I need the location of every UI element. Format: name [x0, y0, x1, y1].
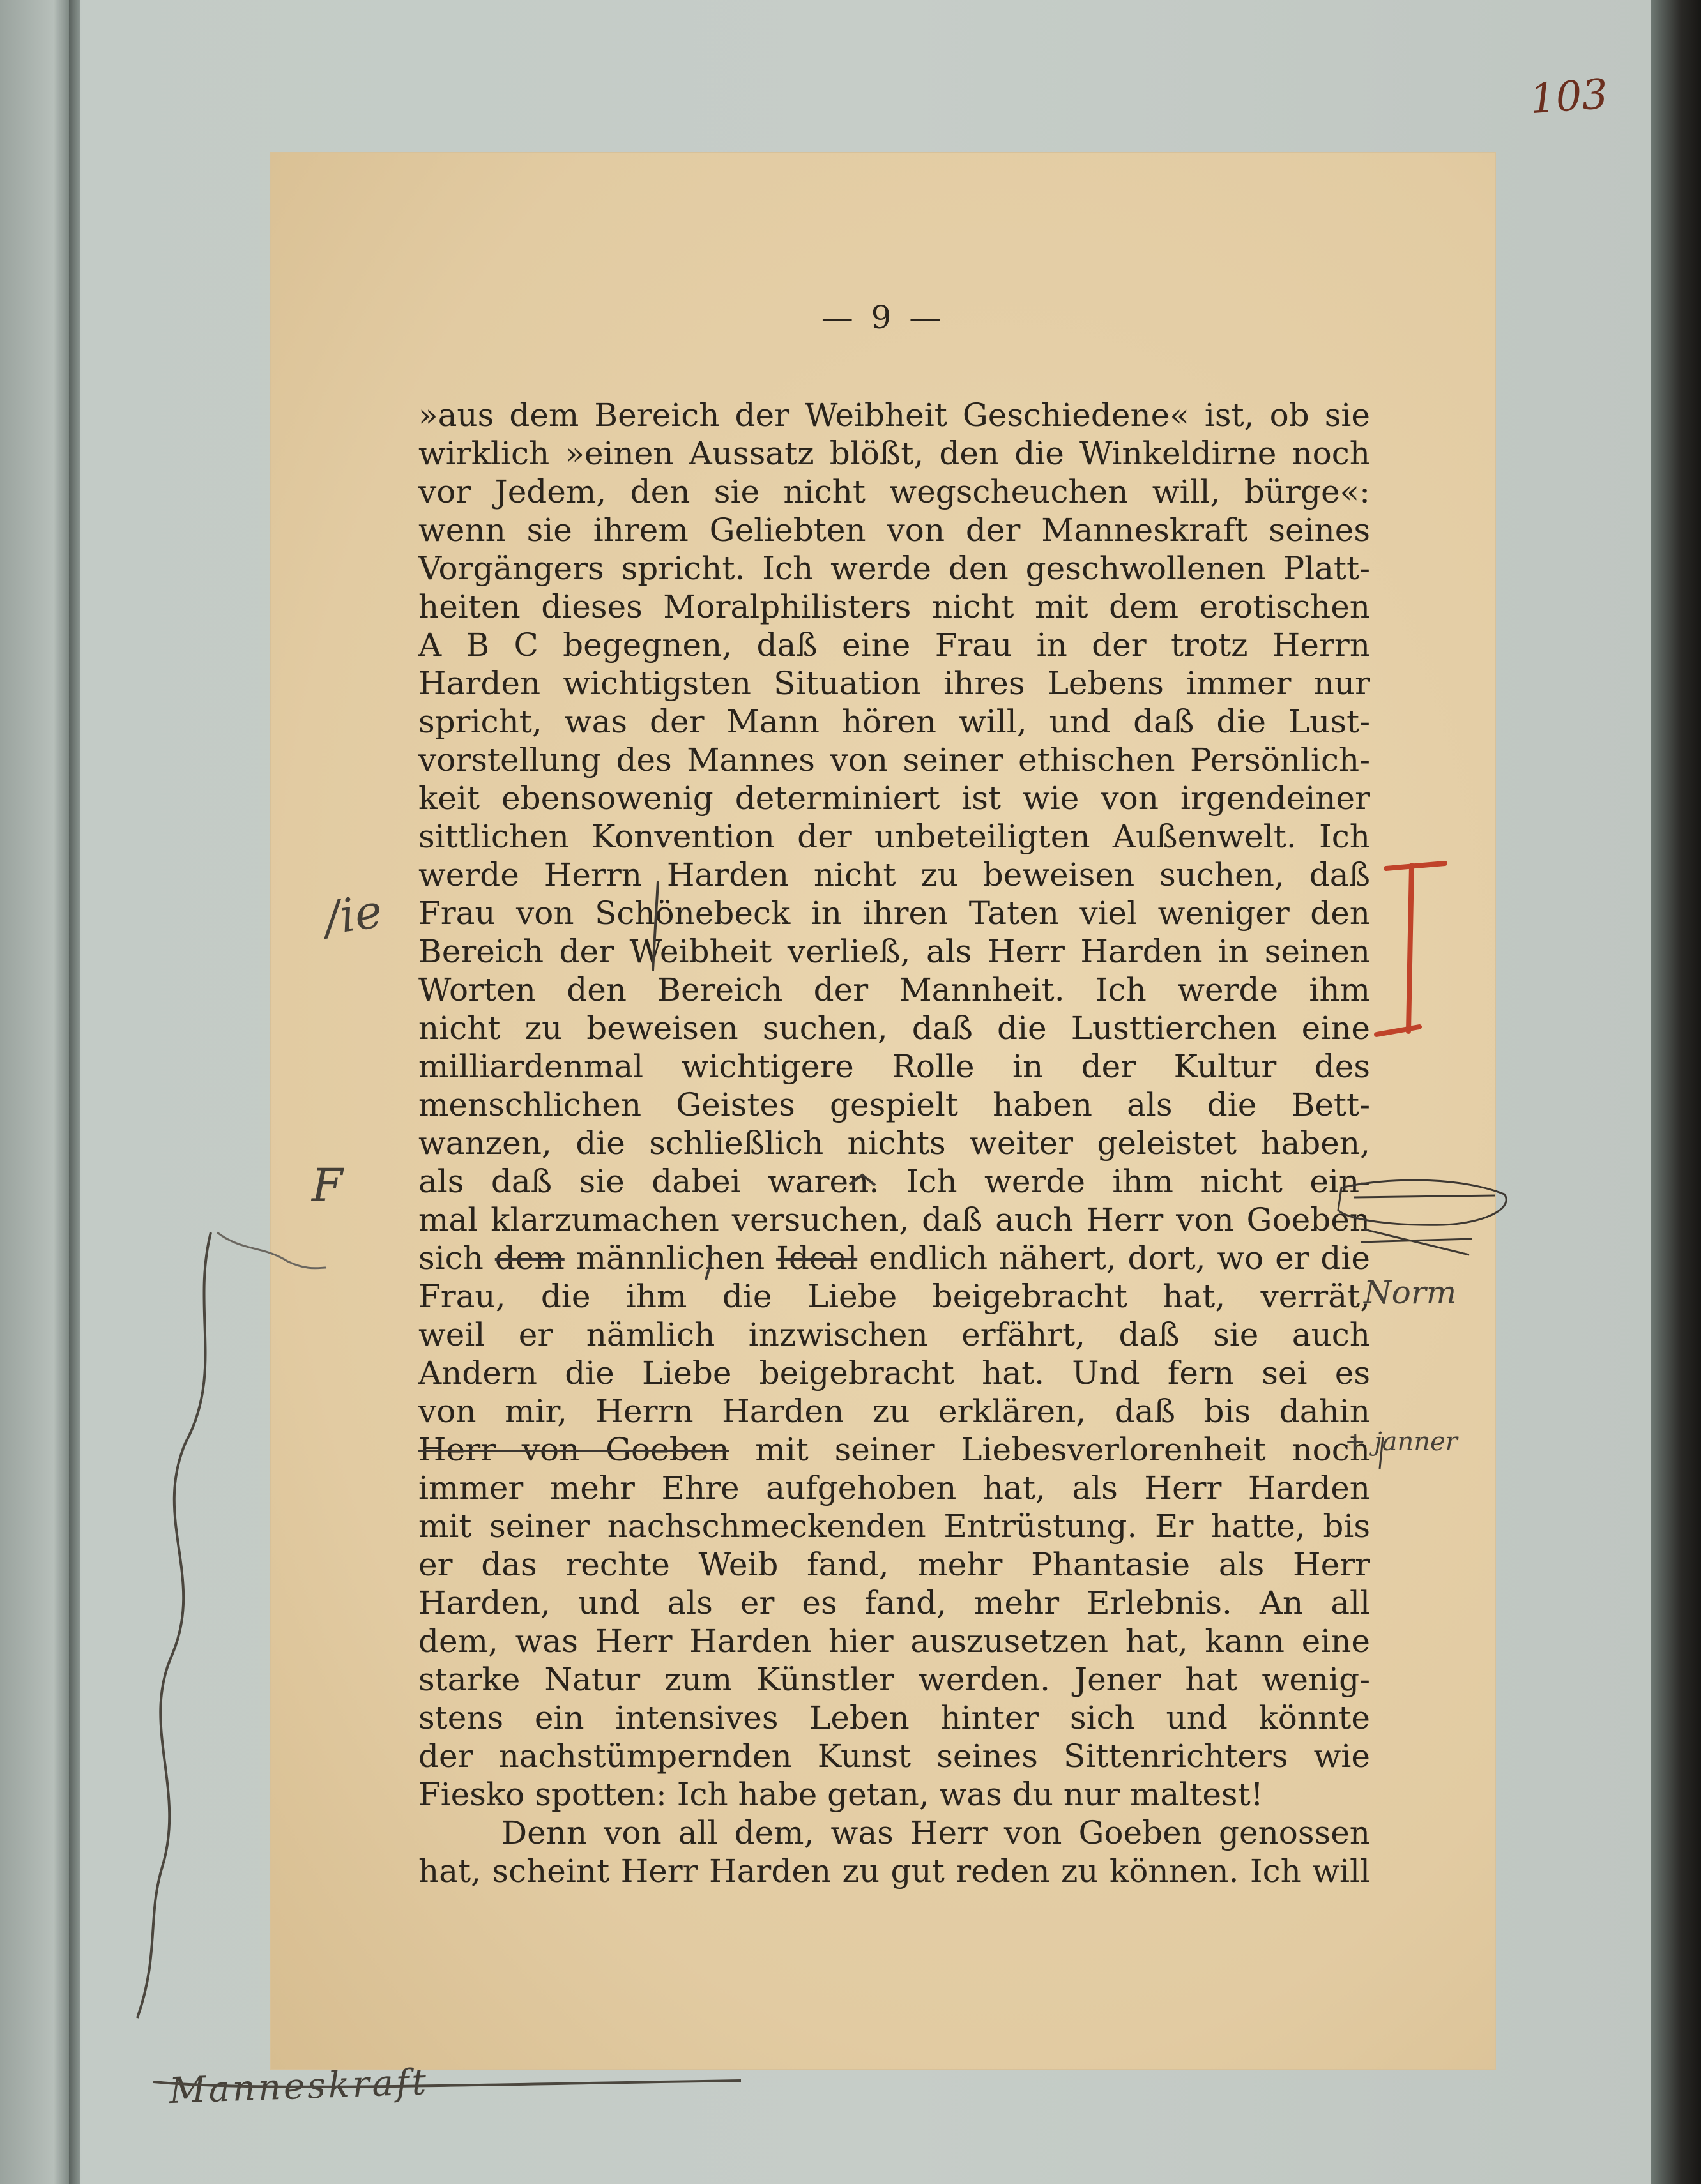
text-line: milliardenmal wichtigere Rolle in der Kultur des [418, 1048, 1370, 1085]
text-line: Harden wichtigsten Situation ihres Lebens immer nur [418, 665, 1370, 702]
text-fragment: endlich nähert, dort, wo er die [857, 1240, 1370, 1277]
text-line: spricht, was der Mann hören will, und daß die Lust- [418, 703, 1370, 740]
text-line: immer mehr Ehre aufgehoben hat, als Herr Harden [418, 1469, 1370, 1506]
text-line: wanzen, die schließlich nichts weiter geleistet haben, [418, 1125, 1370, 1162]
text-line: er das rechte Weib fand, mehr Phantasie als Herr [418, 1546, 1370, 1583]
text-line: mal klarzumachen versuchen, daß auch Herr von Goeben [418, 1201, 1370, 1238]
text-line: sittlichen Konvention der unbeteiligten Außenwelt. Ich [418, 818, 1370, 855]
text-line: Frau, die ihm die Liebe beigebracht hat, verrät, [418, 1278, 1370, 1315]
struck-word: Ideal [776, 1240, 858, 1277]
text-line: dem, was Herr Harden hier auszusetzen hat, kann eine [418, 1623, 1370, 1660]
text-line-paragraph-end: Fiesko spotten: Ich habe getan, was du nur maltest! [418, 1776, 1263, 1813]
text-line: nicht zu beweisen suchen, daß die Lusttierchen eine [418, 1010, 1370, 1047]
struck-word: dem [494, 1240, 565, 1277]
text-line: mit seiner nachschmeckenden Entrüstung. Er hatte, bis [418, 1508, 1370, 1545]
red-crayon-bracket [1377, 863, 1445, 1035]
text-line: der nachstümpernden Kunst seines Sittenrichters wie [418, 1738, 1370, 1775]
text-line: vorstellung des Mannes von seiner ethischen Persönlich- [418, 741, 1370, 778]
margin-pencil-line [137, 1232, 211, 2018]
text-line: werde Herrn Harden nicht zu beweisen suchen, daß [418, 856, 1370, 893]
text-line: als daß sie dabei waren. Ich werde ihm nicht ein- [418, 1163, 1370, 1200]
insertion-marks [653, 881, 875, 1280]
margin-note-norm: Norm [1364, 1274, 1457, 1311]
text-line: wenn sie ihrem Geliebten von der Manneskraft seines [418, 512, 1370, 549]
text-fragment: sich [418, 1240, 495, 1277]
right-margin-strikes [1338, 1180, 1506, 1469]
bottom-scribble-note: Manneskraft [168, 2061, 430, 2112]
text-line: starke Natur zum Künstler werden. Jener hat wenig- [418, 1661, 1370, 1698]
text-line: stens ein intensives Leben hinter sich und könnte [418, 1699, 1370, 1736]
margin-pencil-line [217, 1232, 326, 1268]
text-line: heiten dieses Moralphilisters nicht mit dem erotischen [418, 588, 1370, 625]
text-line: Worten den Bereich der Mannheit. Ich werde ihm [418, 971, 1370, 1008]
margin-note-janner: + janner [1345, 1427, 1458, 1457]
text-line: menschlichen Geistes gespielt haben als die Bett- [418, 1086, 1370, 1123]
text-line: vor Jedem, den sie nicht wegscheuchen will, bürge«: [418, 473, 1370, 510]
folio-number: 103 [1528, 70, 1610, 124]
text-fragment: mit seiner Liebesverlorenheit noch [729, 1431, 1370, 1468]
text-line: hat, scheint Herr Harden zu gut reden zu können. Ich will [418, 1853, 1370, 1890]
bottom-scribble-strike [153, 2081, 741, 2087]
text-line: Frau von Schönebeck in ihren Taten viel weniger den [418, 895, 1370, 932]
text-line: »aus dem Bereich der Weibheit Geschiedene« ist, ob sie [418, 397, 1370, 434]
text-line: Bereich der Weibheit verließ, als Herr Harden in seinen [418, 933, 1370, 970]
text-line: von mir, Herrn Harden zu erklären, daß bis dahin [418, 1393, 1370, 1430]
struck-phrase: Herr von Goeben [418, 1431, 729, 1468]
text-line-indented: Denn von all dem, was Herr von Goeben genossen [501, 1814, 1370, 1851]
text-line: weil er nämlich inzwischen erfährt, daß sie auch [418, 1316, 1370, 1353]
text-fragment: männlichen [564, 1240, 777, 1277]
text-line: wirklich »einen Aussatz blößt, den die Winkeldirne noch [418, 435, 1370, 472]
text-line: Harden, und als er es fand, mehr Erlebnis. An all [418, 1584, 1370, 1621]
margin-note-ie: /ie [321, 884, 386, 945]
running-head: — 9 — [821, 299, 945, 336]
margin-note-f: F [312, 1159, 343, 1211]
text-line: keit ebensowenig determiniert ist wie von irgendeiner [418, 780, 1370, 817]
text-line: Andern die Liebe beigebracht hat. Und fern sei es [418, 1354, 1370, 1392]
text-line: Vorgängers spricht. Ich werde den geschwollenen Platt- [418, 550, 1370, 587]
text-line: A B C begegnen, daß eine Frau in der trotz Herrn [418, 626, 1370, 664]
